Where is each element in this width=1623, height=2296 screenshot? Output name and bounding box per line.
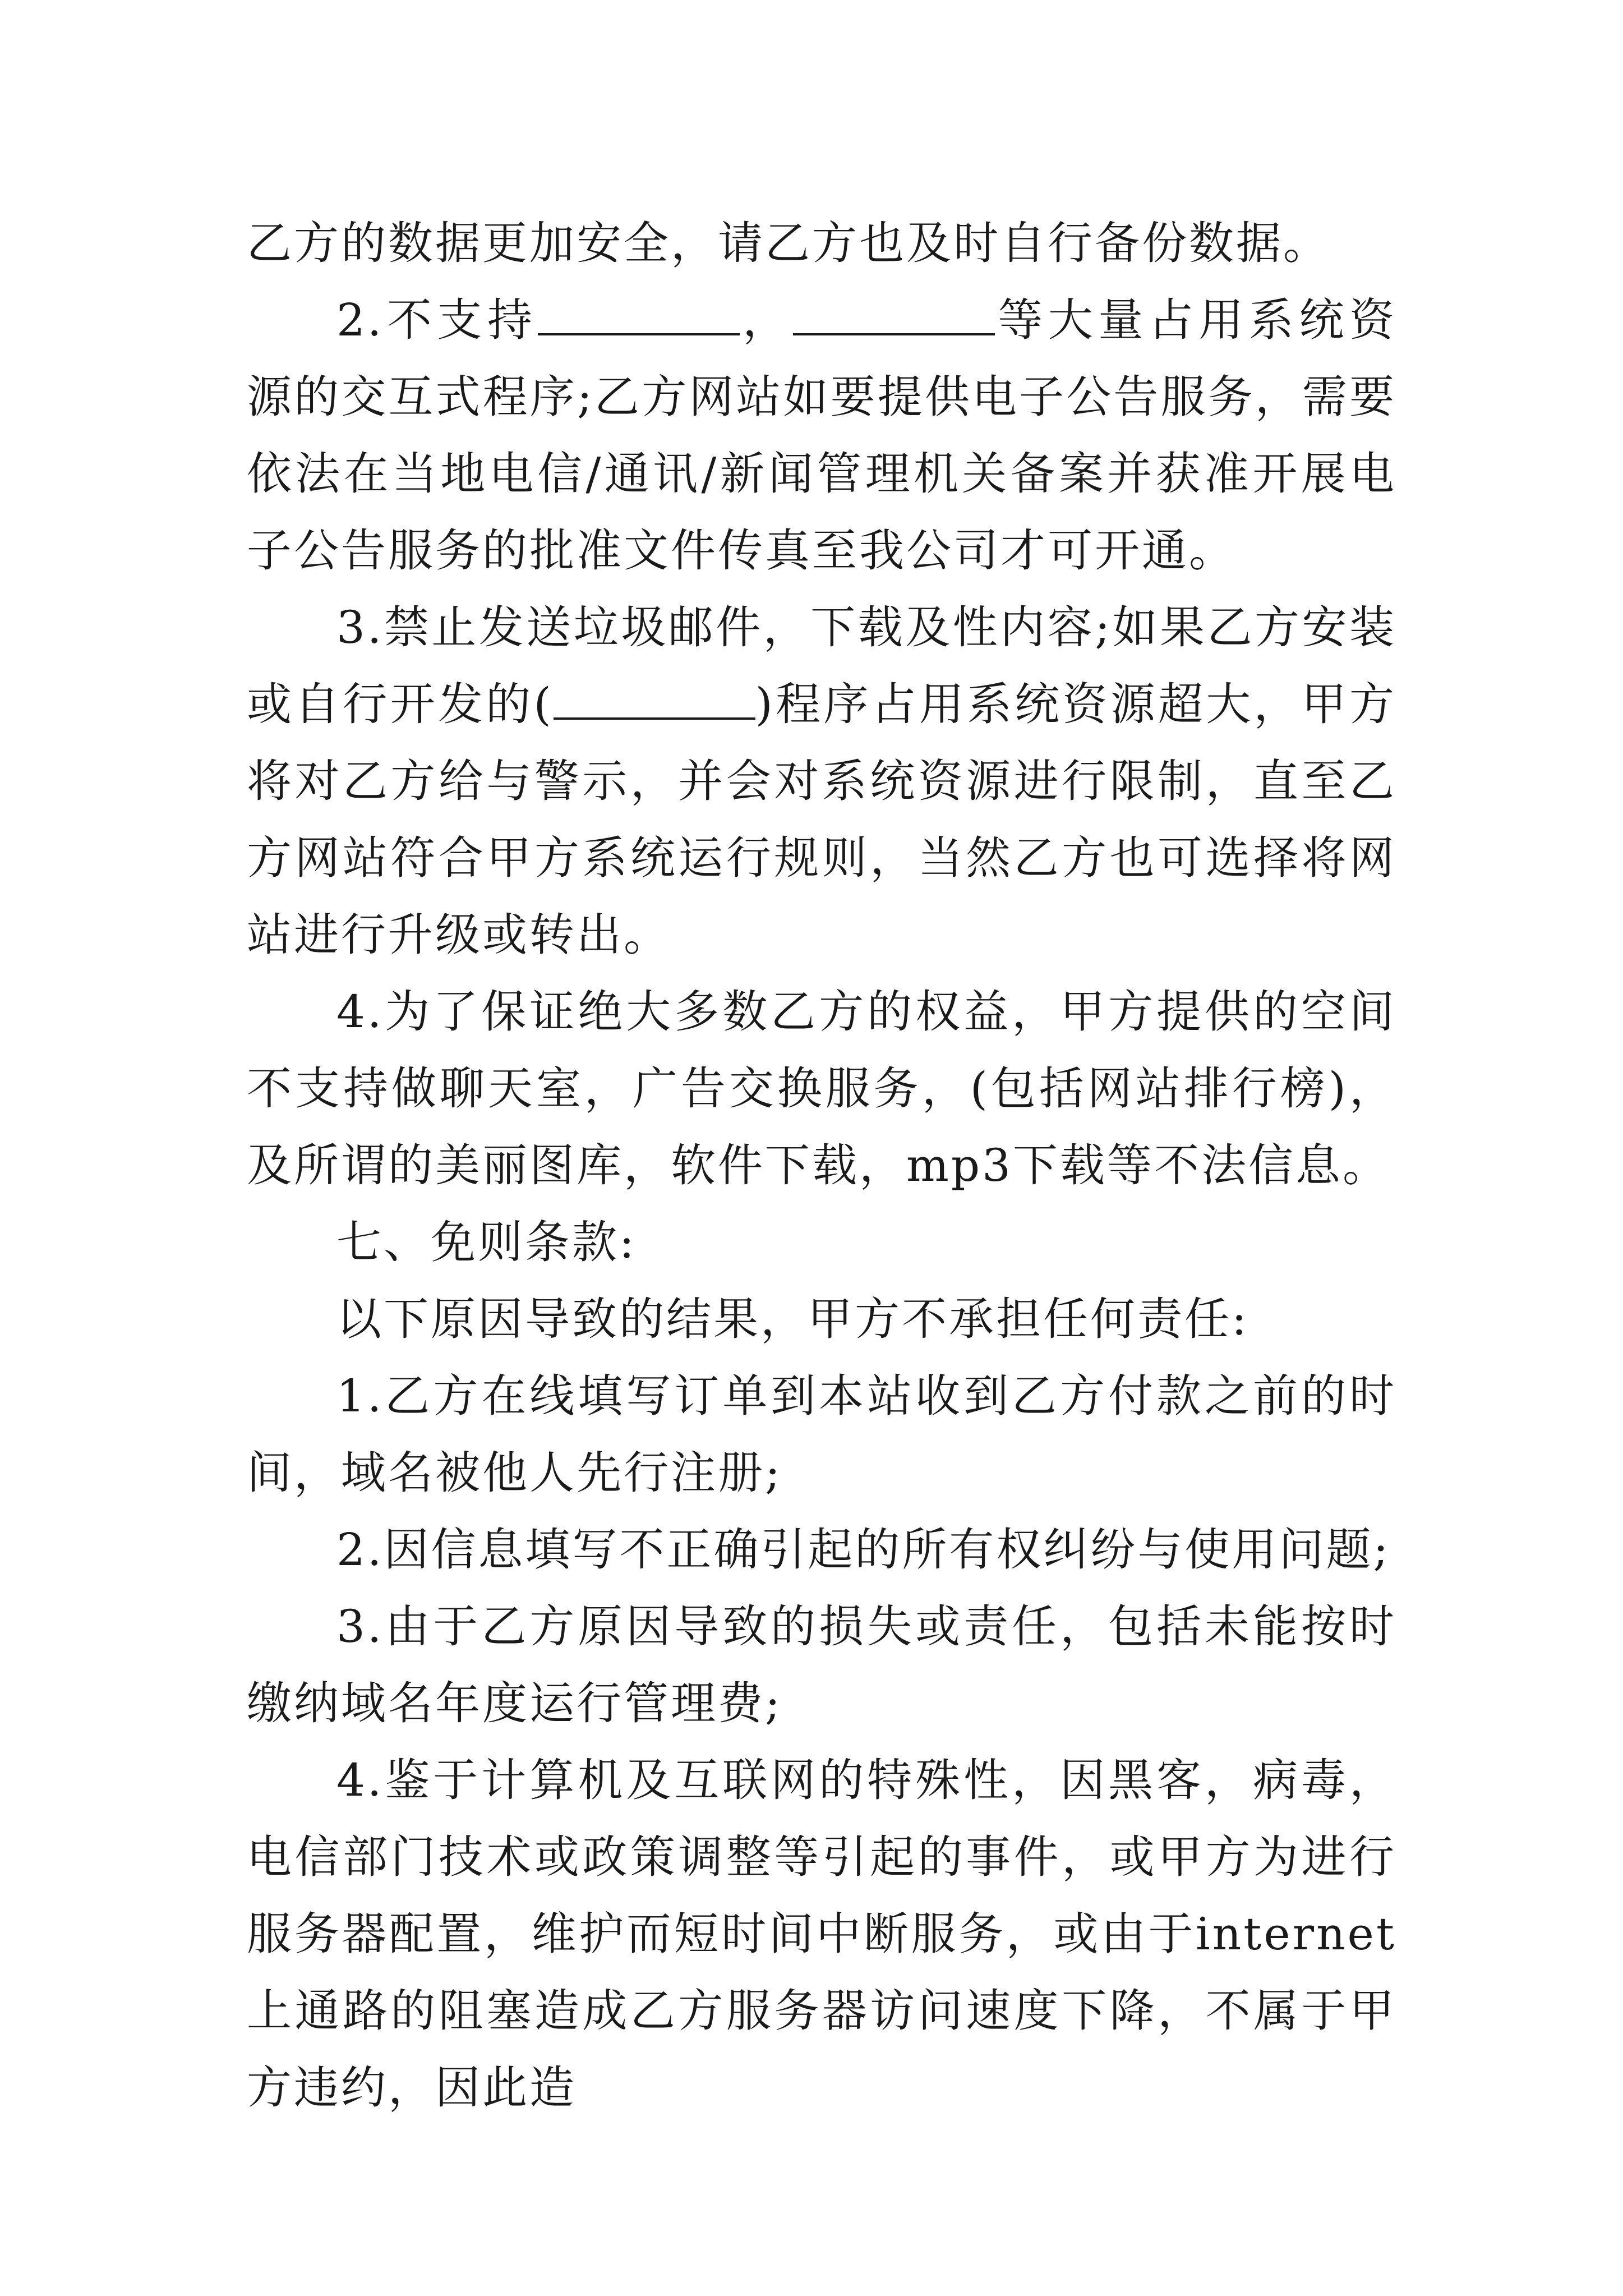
paragraph-disclaimer-1: [247, 1358, 1396, 1511]
paragraph-clause-4: [247, 973, 1396, 1204]
paragraph-disclaimer-2: [247, 1511, 1396, 1588]
paragraph-disclaimer-3: [247, 1588, 1396, 1742]
paragraph-text: 2.因信息填写不正确引起的所有权纠纷与使用问题;: [336, 1524, 1391, 1576]
paragraph-clause-2: [247, 282, 1396, 589]
paragraph-text: ，: [739, 294, 793, 346]
paragraph-text: 以下原因导致的结果，甲方不承担任何责任:: [336, 1293, 1249, 1345]
document-body: [247, 205, 1396, 2126]
paragraph-clause-3: [247, 589, 1396, 973]
paragraph-text: 3.由于乙方原因导致的损失或责任，包括未能按时缴纳域名年度运行管理费;: [247, 1600, 1396, 1729]
paragraph-text: )程序占用系统资源超大，甲方将对乙方给与警示，并会对系统资源进行限制，直至乙方网站符合甲方系统运行规则，当然乙方也可选择将网站进行升级或转出。: [247, 678, 1396, 961]
paragraph-text: 4.鉴于计算机及互联网的特殊性，因黑客，病毒，电信部门技术或政策调整等引起的事件，或甲方为进行服务器配置，维护而短时间中断服务，或由于internet上通路的阻塞造成乙方服务器访问速度下降，不属于甲方违约，因此造: [247, 1754, 1396, 2114]
paragraph-text: 2.不支持: [336, 294, 538, 346]
paragraph-disclaimer-4: [247, 1742, 1396, 2126]
paragraph-disclaimer-intro: [247, 1281, 1396, 1358]
paragraph-text: 1.乙方在线填写订单到本站收到乙方付款之前的时间，域名被他人先行注册;: [247, 1370, 1396, 1499]
paragraph-backup-notice: [247, 205, 1396, 282]
blank-underline: [538, 287, 740, 335]
heading-text: 七、免则条款:: [336, 1216, 637, 1268]
paragraph-text: 乙方的数据更加安全，请乙方也及时自行备份数据。: [247, 217, 1330, 269]
section-heading-disclaimer: [247, 1204, 1396, 1281]
paragraph-text: 3.禁止发送垃圾邮件，下载及性内容;如果乙方安装或自行开发的(: [247, 601, 1396, 730]
paragraph-text: 等大量占用系统资源的交互式程序;乙方网站如要提供电子公告服务，需要依法在当地电信/通讯/新闻管理机关备案并获准开展电子公告服务的批准文件传真至我公司才可开通。: [247, 294, 1397, 577]
paragraph-text: 4.为了保证绝大多数乙方的权益，甲方提供的空间不支持做聊天室，广告交换服务，(包括网站排行榜)，及所谓的美丽图库，软件下载，mp3下载等不法信息。: [247, 986, 1396, 1191]
blank-underline: [793, 287, 995, 335]
blank-underline: [554, 671, 755, 720]
